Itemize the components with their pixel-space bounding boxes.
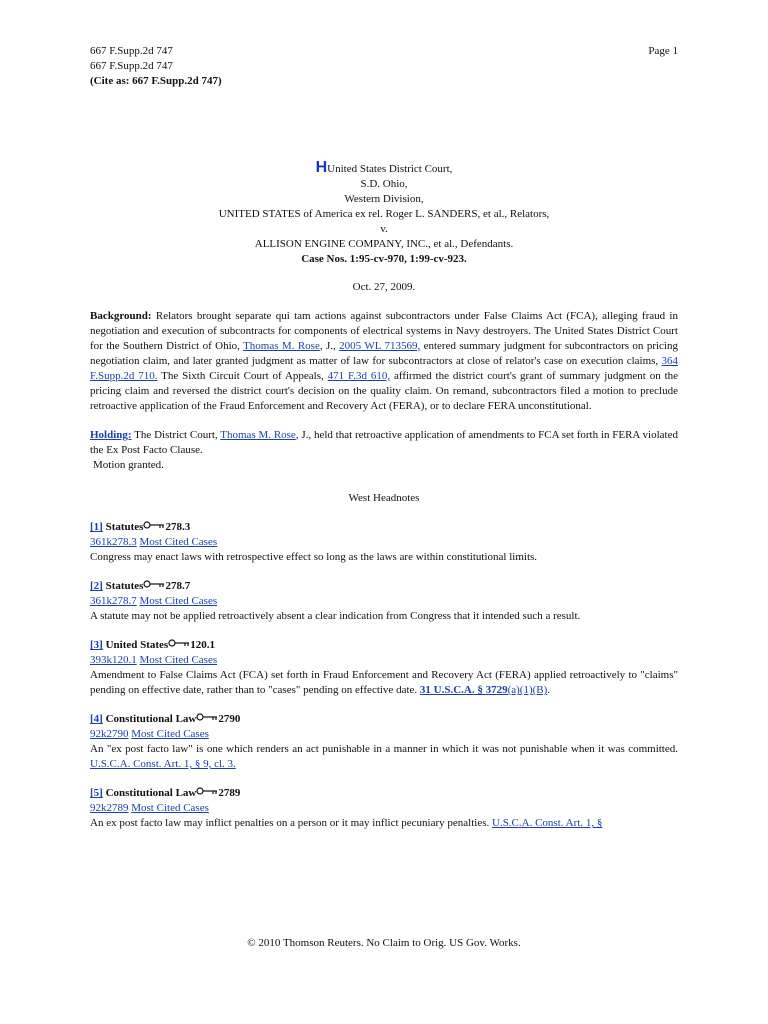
key-number-link[interactable]: 361k278.3: [90, 536, 137, 549]
headnote-number-link[interactable]: [1]: [90, 521, 103, 534]
headnote-topic: Constitutional Law: [105, 713, 197, 726]
most-cited-cases-link[interactable]: Most Cited Cases: [131, 802, 209, 815]
cite-as-line: (Cite as: 667 F.Supp.2d 747): [90, 75, 222, 87]
citation-link-364-fsupp[interactable]: 364 F.Supp.2d 710.: [90, 355, 678, 382]
document-page: [90, 44, 678, 831]
decision-date: Oct. 27, 2009.: [352, 281, 416, 293]
keycite-flag-icon[interactable]: H: [315, 159, 328, 176]
court-line: [90, 161, 678, 177]
judge-link[interactable]: Thomas M. Rose: [243, 340, 320, 352]
headnote-text: A statute may not be applied retroactively absent a clear indication from Congress that it intended such a result.: [90, 610, 581, 623]
headnote-heading: [90, 712, 678, 727]
most-cited-cases-link[interactable]: Most Cited Cases: [139, 595, 218, 608]
background-label: Background:: [90, 310, 152, 322]
headnote-heading: [90, 786, 678, 801]
key-number: 2790: [218, 713, 241, 726]
key-cite-line: [90, 594, 678, 609]
background-paragraph: Background: Relators brought separate qui tam actions against subcontractors under False Claims Act (FCA), alleging fraud in negotiation and execution of subcontracts for components of electrical systems in Navy destroyers. The United States District Court for the Southern District of Ohio, Thomas M. Rose, J., 2005 WL 713569, entered summary judgment for subcontractors on pricing negotiation claim, and later granted judgment as matter of law for subcontractors at close of relator's case on execution claims, 364 F.Supp.2d 710. The Sixth Circuit Court of Appeals, 471 F.3d 610, affirmed the district court's grant of summary judgment on the pricing claim and reversed the district court's decision on the quality claim. On remand, subcontractors filed a motion to preclude retroactive application of the Fraud Enforcement and Recovery Act (FERA), or to declare FERA unconstitutional.: [90, 310, 679, 412]
key-number-icon: [143, 579, 165, 589]
headnote-number-link[interactable]: [3]: [90, 639, 103, 652]
key-number-link[interactable]: 92k2789: [90, 802, 129, 815]
constitution-link[interactable]: U.S.C.A. Const. Art. 1, § 9, cl. 3.: [90, 758, 236, 771]
west-headnotes-title: West Headnotes: [348, 492, 420, 504]
headnote: [90, 520, 678, 565]
headnotes-list: [90, 520, 678, 831]
headnote-number-link[interactable]: [2]: [90, 580, 103, 593]
case-caption: [90, 161, 678, 267]
citation-link-471-f3d[interactable]: 471 F.3d 610,: [327, 370, 391, 382]
defendant: ALLISON ENGINE COMPANY, INC., et al., Defendants.: [254, 238, 514, 250]
headnote-text: Amendment to False Claims Act (FCA) set forth in Fraud Enforcement and Recovery Act (FERA) applied retroactively to "claims" pending on effective date, rather than to "cases" pending on effective date. 31 U.S.C.A. § 3729(a)(1)(B).: [90, 669, 678, 697]
statute-link[interactable]: 31 U.S.C.A. § 3729: [419, 684, 508, 697]
page-number: Page 1: [648, 45, 678, 57]
most-cited-cases-link[interactable]: Most Cited Cases: [139, 654, 218, 667]
headnote-text: An "ex post facto law" is one which renders an act punishable in a manner in which it was not punishable when it was committed. U.S.C.A. Const. Art. 1, § 9, cl. 3.: [90, 743, 678, 771]
versus: v.: [380, 223, 388, 235]
copyright-footer: © 2010 Thomson Reuters. No Claim to Orig. US Gov. Works.: [247, 937, 521, 949]
plaintiff: UNITED STATES of America ex rel. Roger L. SANDERS, et al., Relators,: [218, 208, 550, 220]
key-number: 2789: [218, 787, 241, 800]
statute-subsection-link[interactable]: (a)(1)(B): [507, 684, 548, 697]
headnote-topic: Statutes: [105, 521, 144, 534]
running-header: [90, 44, 678, 89]
headnote-topic: Statutes: [105, 580, 144, 593]
headnote-number-link[interactable]: [5]: [90, 787, 103, 800]
judge-link[interactable]: Thomas M. Rose: [220, 429, 296, 441]
key-number-icon: [168, 638, 190, 648]
district: S.D. Ohio,: [360, 178, 408, 190]
key-cite-line: [90, 535, 678, 550]
headnote-heading: [90, 520, 678, 535]
key-number-link[interactable]: 92k2790: [90, 728, 129, 741]
key-cite-line: [90, 801, 678, 816]
key-number-link[interactable]: 393k120.1: [90, 654, 137, 667]
headnote-number-link[interactable]: [4]: [90, 713, 103, 726]
constitution-link[interactable]: U.S.C.A. Const. Art. 1, §: [492, 817, 603, 830]
holding-link[interactable]: Holding:: [90, 429, 132, 441]
headnote-topic: Constitutional Law: [105, 787, 197, 800]
disposition: Motion granted.: [93, 459, 164, 471]
key-number-icon: [143, 520, 165, 530]
citation-line-2: 667 F.Supp.2d 747: [90, 60, 173, 72]
headnote-topic: United States: [105, 639, 169, 652]
holding-paragraph: Holding: The District Court, Thomas M. Rose, J., held that retroactive application of amendments to FCA set forth in FERA violated the Ex Post Facto Clause. Motion granted.: [90, 429, 678, 471]
key-number: 120.1: [190, 639, 215, 652]
key-number-icon: [196, 712, 218, 722]
headnote: [90, 579, 678, 624]
headnote: [90, 786, 678, 831]
key-cite-line: [90, 653, 678, 668]
headnote-text: An ex post facto law may inflict penalties on a person or it may inflict pecuniary penalties. U.S.C.A. Const. Art. 1, §: [90, 817, 603, 830]
division: Western Division,: [344, 193, 424, 205]
key-number-link[interactable]: 361k278.7: [90, 595, 137, 608]
key-number-icon: [196, 786, 218, 796]
citation-line-1: 667 F.Supp.2d 747: [90, 45, 173, 57]
headnote: [90, 638, 678, 698]
citation-link-2005-wl[interactable]: 2005 WL 713569,: [339, 340, 421, 352]
key-cite-line: [90, 727, 678, 742]
most-cited-cases-link[interactable]: Most Cited Cases: [139, 536, 218, 549]
headnote: [90, 712, 678, 772]
key-number: 278.7: [165, 580, 191, 593]
key-number: 278.3: [165, 521, 191, 534]
headnote-text: Congress may enact laws with retrospective effect so long as the laws are within constitutional limits.: [90, 551, 538, 564]
court-name: United States District Court,: [327, 163, 453, 175]
case-numbers: Case Nos. 1:95-cv-970, 1:99-cv-923.: [301, 253, 467, 265]
headnote-heading: [90, 579, 678, 594]
headnote-heading: [90, 638, 678, 653]
most-cited-cases-link[interactable]: Most Cited Cases: [131, 728, 209, 741]
